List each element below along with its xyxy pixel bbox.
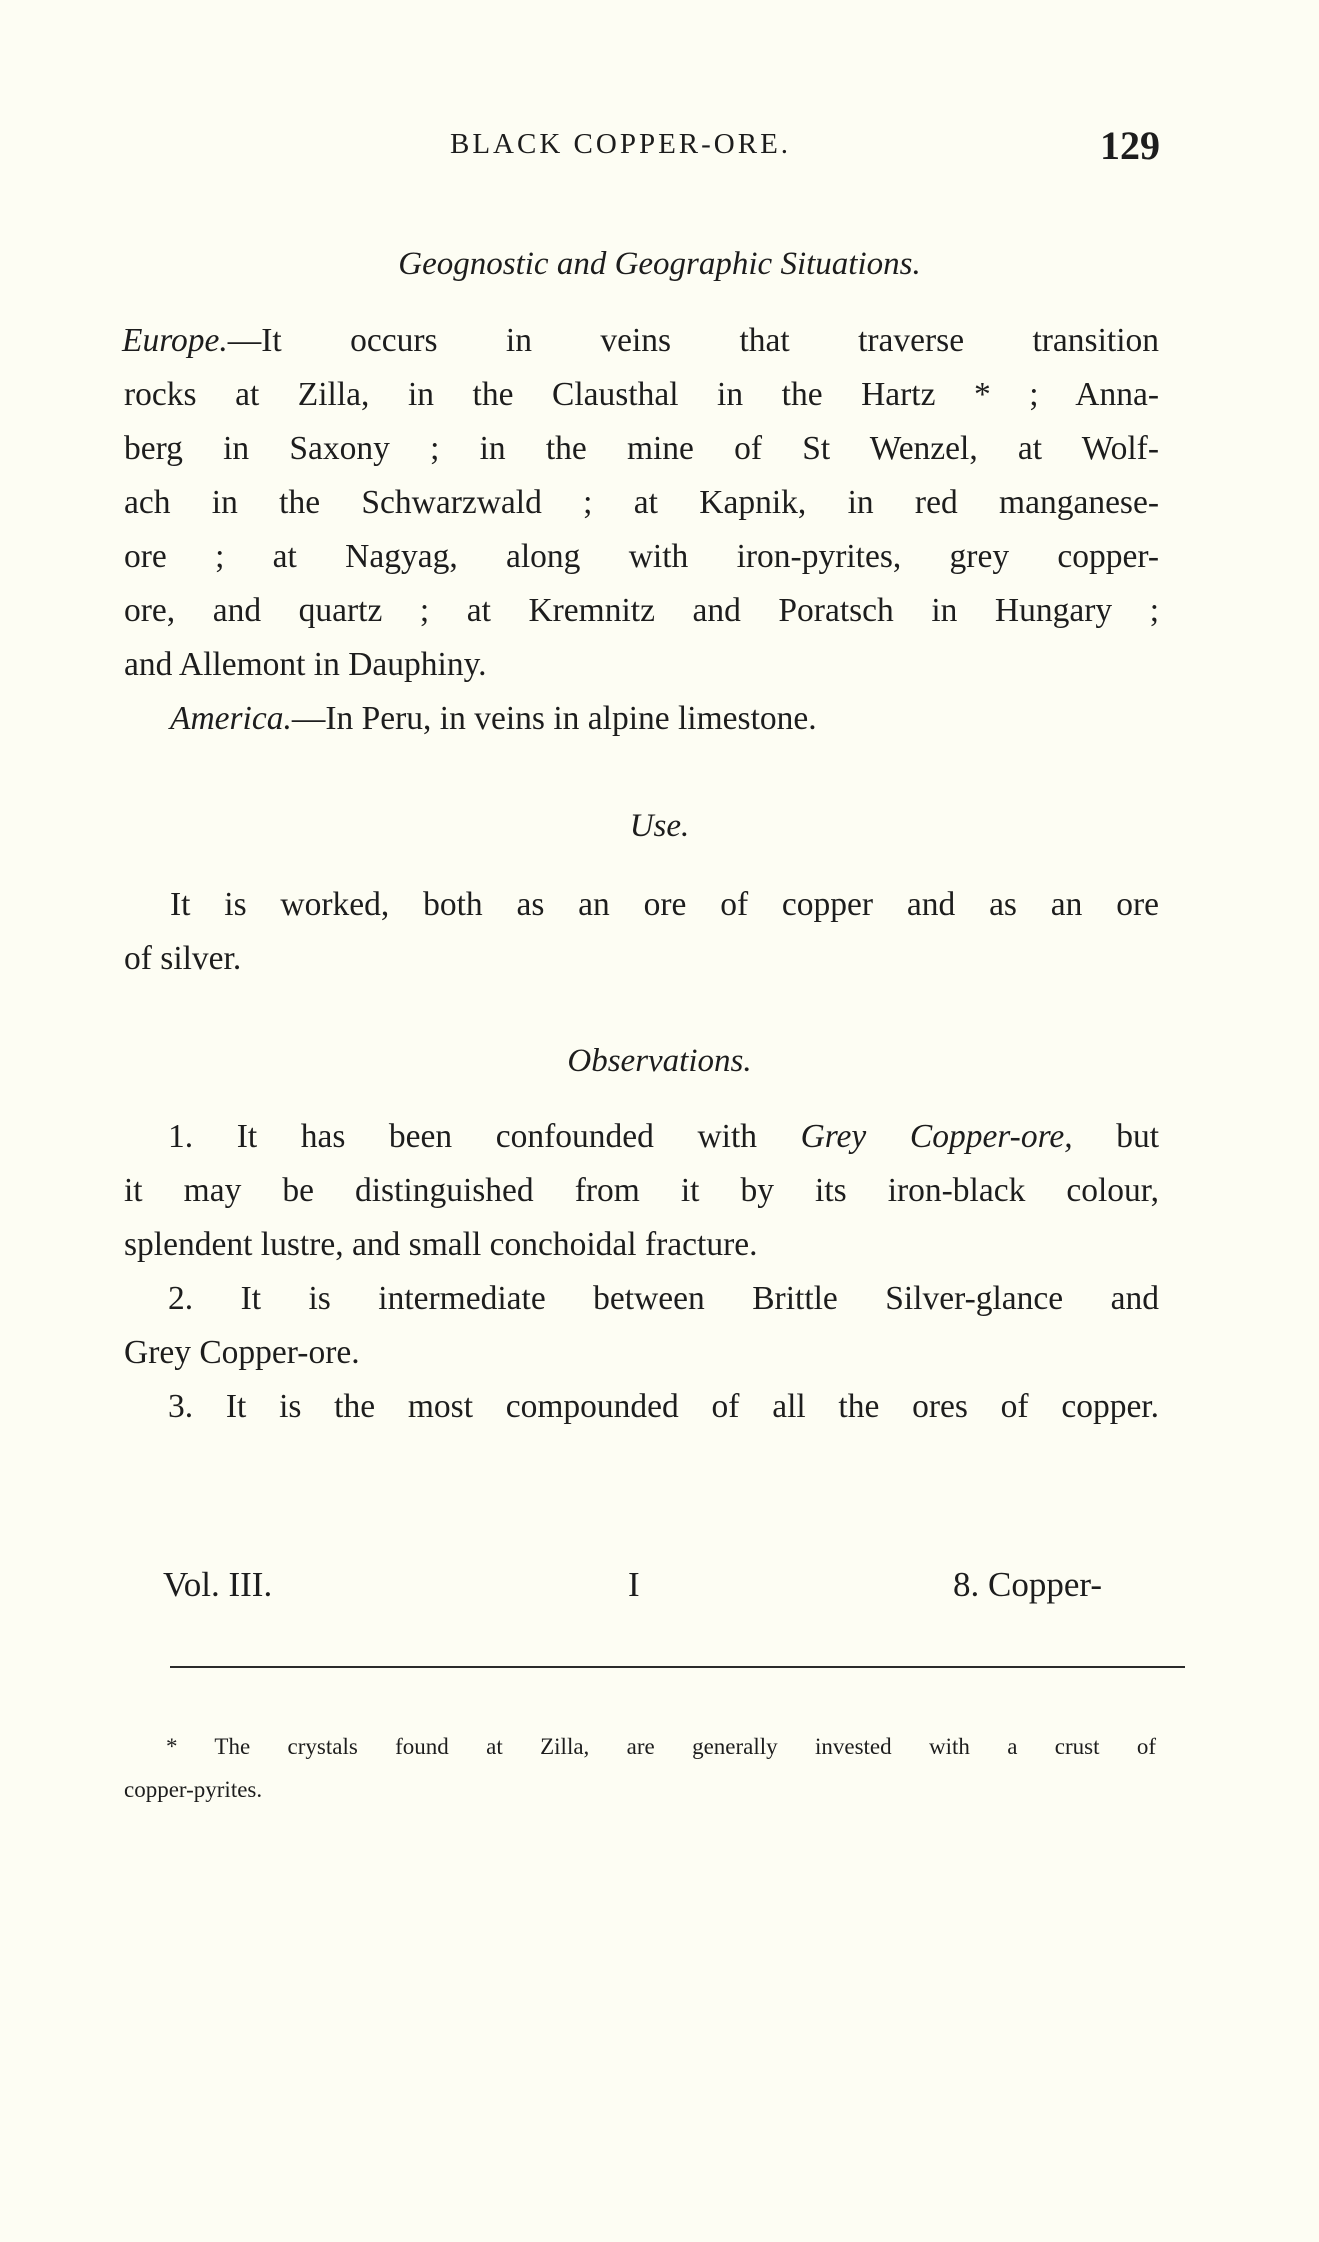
text-line: berg in Saxony ; in the mine of St Wenzel, at Wolf- [124,430,1159,467]
catchword: 8. Copper- [953,1565,1102,1604]
observation-1 [168,1117,1159,1157]
text-line: ore, and quartz ; at Kremnitz and Poratsch in Hungary ; [124,592,1159,629]
europe-text: —It occurs in veins that traverse transition [227,322,1159,359]
america-label: America. [170,700,292,737]
volume-label: Vol. III. [163,1565,273,1604]
section-heading-use: Use. [629,808,690,844]
text-line: and Allemont in Dauphiny. [124,646,487,683]
america-text: —In Peru, in veins in alpine limestone. [291,700,817,737]
text-line: rocks at Zilla, in the Clausthal in the Hartz * ; Anna- [124,376,1159,413]
footnote-line: copper-pyrites. [124,1777,263,1802]
america-line [170,699,817,739]
text-line: It is worked, both as an ore of copper and as an ore [170,886,1159,923]
observation-2: 2. It is intermediate between Brittle Silver-glance and [168,1280,1159,1317]
text-line: of silver. [124,940,242,977]
text-line: it may be distinguished from it by its iron-black colour, [124,1172,1159,1209]
section-heading-observations: Observations. [567,1043,752,1079]
signature-line [0,1565,1319,1615]
obs1-end: but [1072,1118,1159,1155]
footnote-line: * The crystals found at Zilla, are generally invested with a crust of [166,1734,1156,1759]
signature-mark: I [628,1565,640,1604]
text-line: splendent lustre, and small conchoidal fracture. [124,1226,758,1263]
page-number: 129 [1100,123,1160,168]
footnote-rule [170,1666,1185,1668]
text-line: ore ; at Nagyag, along with iron-pyrites, grey copper- [124,538,1159,575]
europe-label: Europe. [122,322,228,359]
obs1-italic: Grey Copper-ore, [800,1118,1073,1155]
text-line [122,321,1159,361]
text-line: ach in the Schwarzwald ; at Kapnik, in red manganese- [124,484,1159,521]
running-title: BLACK COPPER-ORE. [450,128,792,160]
obs1-start: 1. It has been confounded with [168,1118,801,1155]
running-head [0,120,1319,180]
text-line: Grey Copper-ore. [124,1334,360,1371]
observation-3: 3. It is the most compounded of all the ores of copper. [168,1388,1159,1425]
section-heading-geognostic: Geognostic and Geographic Situations. [398,246,921,282]
